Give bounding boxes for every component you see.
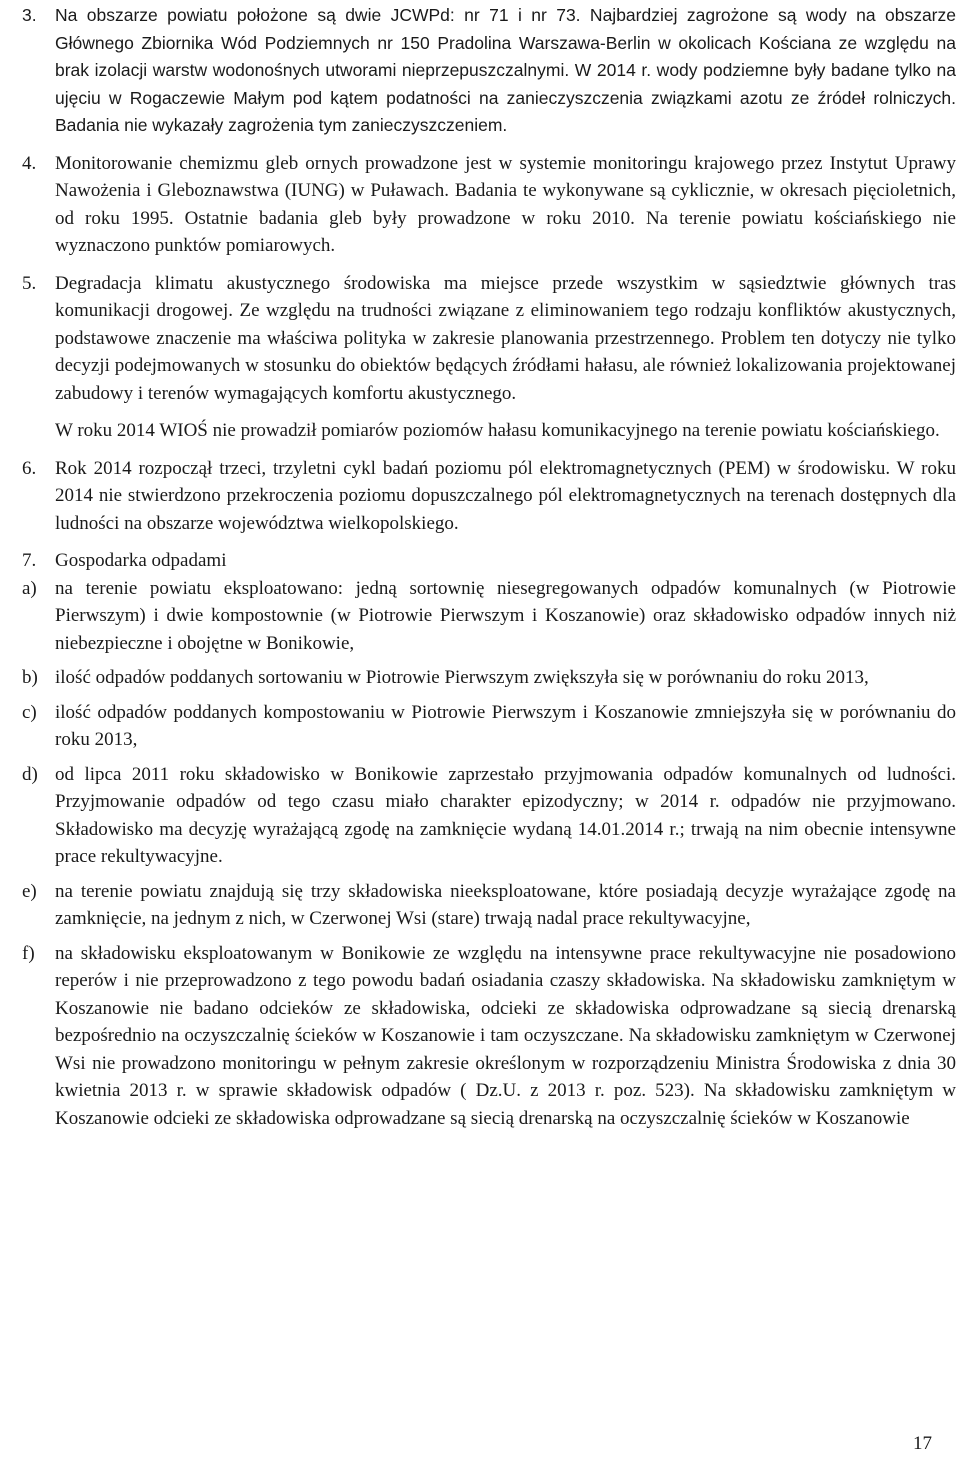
section-number: 5. bbox=[22, 272, 37, 294]
section-6-text: Rok 2014 rozpoczął trzeci, trzyletni cykl badań poziomu pól elektromagnetycznych (PEM) w środowisku. W roku 2014 nie stwierdzono przekroczenia poziomu dopuszczalnego pól elektromagnetycznych na terenach dostępnych dla ludności na obszarze województwa wielkopolskiego. bbox=[55, 457, 956, 534]
list-item-text: od lipca 2011 roku składowisko w Bonikowie zaprzestało przyjmowania odpadów komunalnych od ludności. Przyjmowanie odpadów od tego czasu miało charakter epizodyczny; w 2014 r. odpadów nie przyjmowano. Składowisko ma decyzję wyrażającą zgodę na zamknięcie wydaną 14.01.2014 r.; trwają na nim obecnie intensywne prace rekultywacyjne. bbox=[55, 763, 956, 867]
list-item-label: a) bbox=[22, 577, 37, 599]
section-6 bbox=[22, 455, 956, 538]
section-4 bbox=[22, 150, 956, 260]
list-item bbox=[22, 664, 956, 692]
list-item-text: na składowisku eksploatowanym w Bonikowie ze względu na intensywne prace rekultywacyjne nie posadowiono reperów i nie przeprowadzono z tego powodu badań osiadania czaszy składowiska. Na składowisku zamkniętym w Koszanowie nie badano odcieków ze składowiska, odcieki ze składowiska odprowadzane są siecią drenarską bezpośrednio na oczyszczalnię ścieków w Koszanowie i tam oczyszczane. Na składowisku zamkniętym w Czerwonej Wsi nie prowadzono monitoringu w pełnym zakresie określonym w rozporządzeniu Ministra Środowiska z dnia 30 kwietnia 2013 r. w sprawie składowisk odpadów ( Dz.U. z 2013 r. poz. 523). Na składowisku zamkniętym w Koszanowie odcieki ze składowiska odprowadzane są siecią drenarską na oczyszczalnię ścieków w Koszanowie bbox=[55, 942, 956, 1129]
section-3 bbox=[22, 2, 956, 140]
waste-list bbox=[22, 575, 956, 1133]
section-5-paragraph-2: W roku 2014 WIOŚ nie prowadził pomiarów poziomów hałasu komunikacyjnego na terenie powiatu kościańskiego. bbox=[55, 420, 940, 441]
list-item-text: ilość odpadów poddanych sortowaniu w Piotrowie Pierwszym zwiększyła się w porównaniu do roku 2013, bbox=[55, 667, 869, 688]
list-item-label: e) bbox=[22, 880, 37, 902]
list-item-label: f) bbox=[22, 942, 35, 964]
list-item-text: na terenie powiatu znajdują się trzy składowiska nieeksploatowane, które posiadają decyzje wyrażające zgodę na zamknięcie, na jednym z nich, w Czerwonej Wsi (stare) trwają nadal prace rekultywacyjne, bbox=[55, 880, 956, 929]
list-item bbox=[22, 575, 956, 658]
list-item-label: d) bbox=[22, 763, 38, 785]
list-item-text: ilość odpadów poddanych kompostowaniu w Piotrowie Pierwszym i Koszanowie zmniejszyła się w porównaniu do roku 2013, bbox=[55, 701, 956, 750]
section-4-text: Monitorowanie chemizmu gleb ornych prowadzone jest w systemie monitoringu krajowego przez Instytut Uprawy Nawożenia i Gleboznawstwa (IUNG) w Puławach. Badania te wykonywane są cyklicznie, w okresach pięcioletnich, od roku 1995. Ostatnie badania gleb były prowadzone w roku 2010. Na terenie powiatu kościańskiego nie wyznaczono punktów pomiarowych. bbox=[55, 152, 956, 256]
page-number: 17 bbox=[913, 1433, 932, 1454]
section-number: 4. bbox=[22, 152, 37, 174]
section-number: 7. bbox=[22, 550, 37, 571]
list-item-text: na terenie powiatu eksploatowano: jedną sortownię niesegregowanych odpadów komunalnych (w Piotrowie Pierwszym) i dwie kompostownie (w Piotrowie Pierwszym i Koszanowie) oraz składowisko odpadów innych niż niebezpieczne i obojętne w Bonikowie, bbox=[55, 577, 956, 654]
section-number: 3. bbox=[22, 5, 37, 25]
section-3-text: Na obszarze powiatu położone są dwie JCWPd: nr 71 i nr 73. Najbardziej zagrożone są wody na obszarze Głównego Zbiornika Wód Podziemnych nr 150 Pradolina Warszawa-Berlin w okolicach Kościana ze względu na brak izolacji warstw wodonośnych utworami nieprzepuszczalnymi. W 2014 r. wody podziemne były badane tylko na ujęciu w Rogaczewie Małym pod kątem podatności na zanieczyszczenia związkami azotu ze źródeł rolniczych. Badania nie wykazały zagrożenia tym zanieczyszczeniem. bbox=[55, 5, 956, 135]
section-5 bbox=[22, 270, 956, 408]
list-item bbox=[22, 761, 956, 871]
section-7-title: Gospodarka odpadami bbox=[55, 550, 227, 571]
section-number: 6. bbox=[22, 457, 37, 479]
list-item-label: c) bbox=[22, 701, 37, 723]
section-7 bbox=[22, 547, 956, 575]
list-item-label: b) bbox=[22, 667, 38, 688]
section-5-text: Degradacja klimatu akustycznego środowiska ma miejsce przede wszystkim w sąsiedztwie głównych tras komunikacji drogowej. Ze względu na trudności związane z eliminowaniem tego rodzaju konfliktów akustycznych, podstawowe znaczenie ma właściwa polityka w zakresie planowania przestrzennego. Problem ten dotyczy nie tylko decyzji podejmowanych w stosunku do obiektów będących źródłami hałasu, ale również lokalizowania projektowanej zabudowy i terenów wymagających komfortu akustycznego. bbox=[55, 272, 956, 404]
list-item bbox=[22, 940, 956, 1133]
page-content bbox=[22, 2, 956, 1132]
list-item bbox=[22, 699, 956, 754]
list-item bbox=[22, 878, 956, 933]
